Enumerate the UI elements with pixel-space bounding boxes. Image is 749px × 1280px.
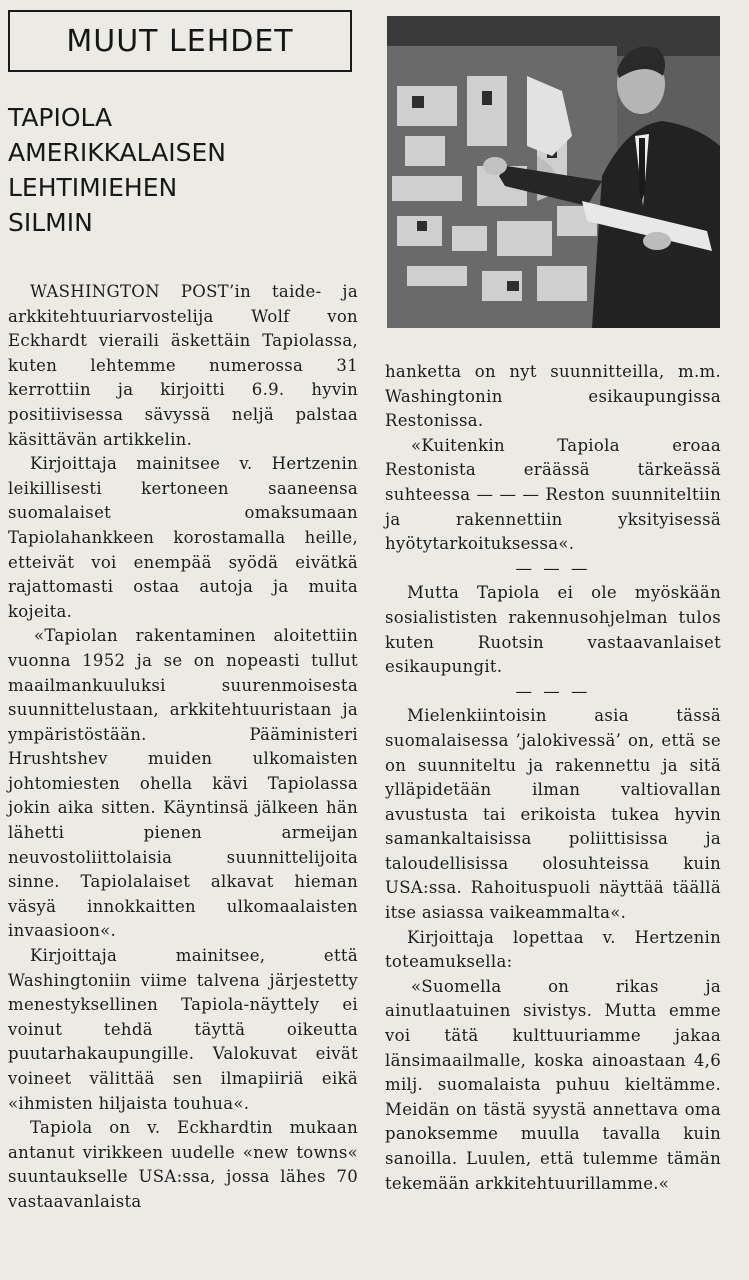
right-paragraph-4: Mielenkiintoisin asia tässä suomalaisessa ’jalokivessä’ on, että se on suunniteltu ja rakennettu ja sitä ylläpidetään ilman valtiovallan avustusta tai erikoista tukea hyvin samankaltaisissa poliittisissa ja taloudellisissa olosuhteissa kuin USA:ssa. Rahoituspuoli näyttää täällä itse asiassa vaikeammalta«.: [385, 706, 721, 923]
right-paragraph-2: «Kuitenkin Tapiola eroaa Restonista eräässä tärkeässä suhteessa — — — Reston suunniteltiin ja rakennettiin yksityisessä hyötytarkoituksessa«.: [385, 435, 721, 554]
right-paragraph-5: Kirjoittaja lopettaa v. Hertzenin toteamuksella:: [385, 927, 721, 972]
left-paragraph-2: Kirjoittaja mainitsee v. Hertzenin leikillisesti kertoneen saaneensa suomalaiset omaksumaan Tapiolahankkeen korostamalla heille, etteivät voi enempää syödä eivätkä rajattomasti ostaa autoja ja muita kojeita.: [8, 454, 358, 621]
headline-line: SILMIN: [8, 208, 93, 237]
right-paragraph-6: «Suomella on rikas ja ainutlaatuinen sivistys. Mutta emme voi tätä kulttuuriamme jakaa länsimaailmalle, koska ainoastaan 4,6 milj. suomalaista puhuu kieltämme. Meidän on tästä syystä annettava oma panoksemme muulla tavalla kuin sanoilla. Luulen, että tulemme tämän tekemään arkkitehtuurillamme.«: [385, 976, 721, 1193]
headline-line: TAPIOLA: [8, 103, 113, 132]
section-title-box: [8, 10, 352, 72]
dash-separator: — — —: [515, 558, 591, 578]
left-column: [8, 280, 358, 1215]
right-paragraph-3: Mutta Tapiola ei ole myöskään sosialististen rakennusohjelman tulos kuten Ruotsin vastaavanlaiset esikaupungit.: [385, 583, 721, 677]
left-paragraph-3: «Tapiolan rakentaminen aloitettiin vuonna 1952 ja se on nopeasti tullut maailmankuuluksi suurenmoisesta suunnittelustaan, arkkitehtuuristaan ja ympäristöstään. Pääministeri Hrushtshev muiden ulkomaisten johtomiesten ohella kävi Tapiolassa jokin aika sitten. Käyntinsä jälkeen hän lähetti pienen armeijan neuvostoliittolaisia suunnittelijoita sinne. Tapiolalaiset alkavat hieman väsyä innokkaitten ulkomaalaisten invaasioon«.: [8, 626, 358, 941]
right-paragraph-1: hanketta on nyt suunnitteilla, m.m. Washingtonin esikaupungissa Restonissa.: [385, 362, 721, 431]
right-column: [385, 360, 721, 1196]
dash-separator: — — —: [515, 681, 591, 701]
headline: [8, 100, 348, 240]
left-paragraph-5: Tapiola on v. Eckhardtin mukaan antanut virikkeen uudelle «new towns« suuntaukselle USA:ssa, jossa lähes 70 vastaavanlaista: [8, 1118, 358, 1211]
photo-illustration: [387, 16, 720, 328]
headline-line: LEHTIMIEHEN: [8, 173, 178, 202]
article-photo: [387, 16, 720, 328]
headline-line: AMERIKKALAISEN: [8, 138, 227, 167]
section-title: MUUT LEHDET: [66, 23, 294, 59]
left-paragraph-1: WASHINGTON POST’in taide- ja arkkitehtuuriarvostelija Wolf von Eckhardt vieraili äskettäin Tapiolassa, kuten lehtemme numerossa 31 kerrottiin ja kirjoitti 6.9. hyvin positiivisessa sävyssä neljä palstaa käsittävän artikkelin.: [8, 282, 358, 449]
left-paragraph-4: Kirjoittaja mainitsee, että Washingtoniin viime talvena järjestetty menestyksellinen Tapiola-näyttely ei voinut tehdä täyttä oikeutta puutarhakaupungille. Valokuvat eivät voineet välittää sen ilmapiiriä eikä «ihmisten hiljaista touhua«.: [8, 946, 358, 1113]
